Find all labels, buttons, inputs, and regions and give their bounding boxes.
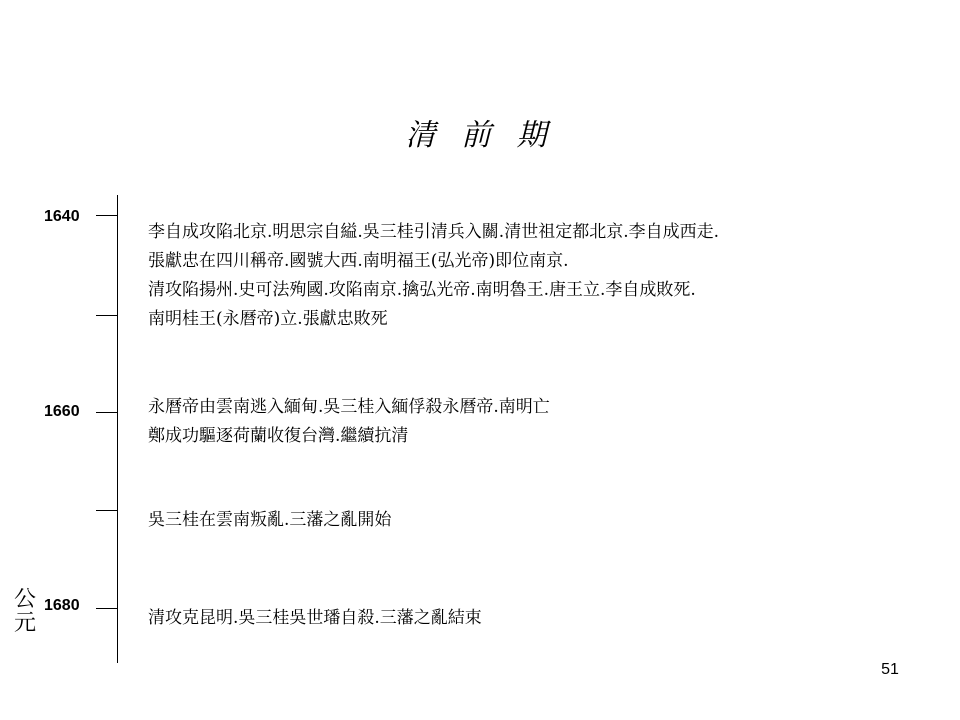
year-label-1640: 1640 bbox=[44, 208, 80, 225]
event-group-1670 bbox=[148, 506, 928, 535]
timeline-tick-1660 bbox=[96, 412, 118, 413]
event-line: 吳三桂在雲南叛亂.三藩之亂開始 bbox=[148, 510, 392, 530]
era-label-char-2: 元 bbox=[13, 611, 36, 636]
event-line: 張獻忠在四川稱帝.國號大西.南明福王(弘光帝)即位南京. bbox=[148, 251, 569, 271]
year-label-1680: 1680 bbox=[44, 597, 80, 614]
event-line: 清攻克昆明.吳三桂吳世璠自殺.三藩之亂結束 bbox=[148, 608, 482, 628]
event-line: 清攻陷揚州.史可法殉國.攻陷南京.擒弘光帝.南明魯王.唐王立.李自成敗死. bbox=[148, 280, 696, 300]
era-label-char-1: 公 bbox=[13, 587, 36, 612]
year-label-1660: 1660 bbox=[44, 403, 80, 420]
event-line: 永曆帝由雲南逃入緬甸.吳三桂入緬俘殺永曆帝.南明亡 bbox=[148, 397, 550, 417]
event-line: 李自成攻陷北京.明思宗自縊.吳三桂引清兵入關.清世祖定都北京.李自成西走. bbox=[148, 222, 720, 242]
timeline-axis bbox=[117, 195, 118, 663]
slide-title: 清 前 期 bbox=[405, 118, 555, 153]
event-group-1680 bbox=[148, 604, 928, 633]
event-group-1640 bbox=[148, 218, 928, 334]
timeline-tick-1680 bbox=[96, 608, 118, 609]
era-label bbox=[10, 588, 40, 636]
timeline-tick-1650 bbox=[96, 315, 118, 316]
event-line: 鄭成功驅逐荷蘭收復台灣.繼續抗清 bbox=[148, 426, 409, 446]
page-number: 51 bbox=[881, 661, 899, 678]
timeline-tick-1670 bbox=[96, 510, 118, 511]
timeline-tick-1640 bbox=[96, 215, 118, 216]
event-line: 南明桂王(永曆帝)立.張獻忠敗死 bbox=[148, 309, 388, 329]
event-group-1660 bbox=[148, 393, 928, 451]
